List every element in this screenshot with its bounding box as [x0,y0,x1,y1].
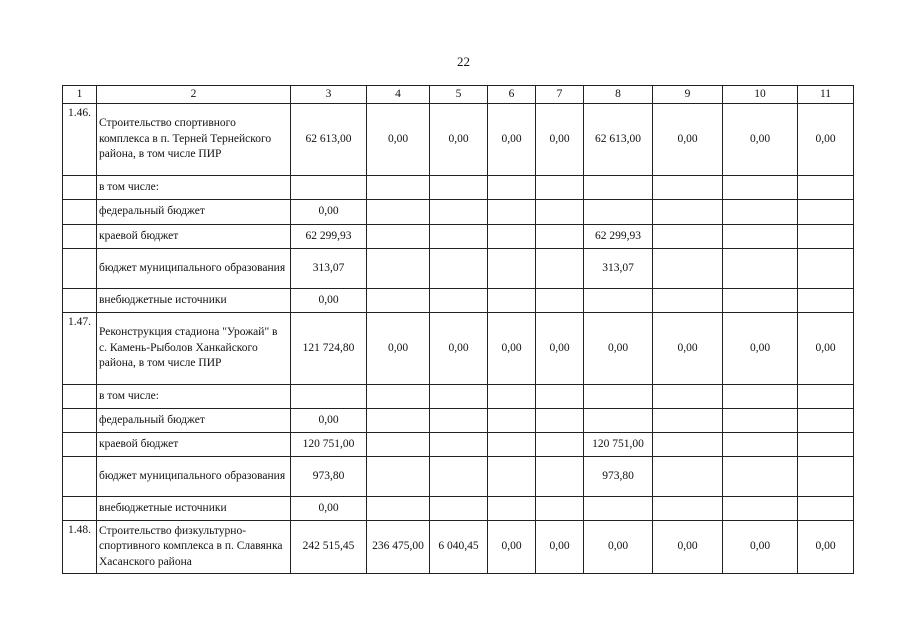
table-row [63,385,854,409]
column-header: 7 [536,86,584,104]
value-cell [367,433,430,457]
value-cell [536,409,584,433]
table-body [63,86,854,574]
value-cell [653,409,723,433]
value-cell [653,433,723,457]
value-cell: 0,00 [653,521,723,574]
table-row [63,409,854,433]
column-header: 4 [367,86,430,104]
column-header: 9 [653,86,723,104]
value-cell [653,457,723,497]
value-cell [798,249,854,289]
table-row [63,433,854,457]
value-cell [367,497,430,521]
item-description: Строительство физкультурно-спортивного комплекса в п. Славянка Хасанского района [97,521,291,574]
value-cell: 0,00 [291,409,367,433]
value-cell [536,385,584,409]
value-cell [430,457,488,497]
item-number [63,289,97,313]
value-cell [291,176,367,200]
item-number [63,249,97,289]
value-cell: 62 613,00 [584,104,653,176]
value-cell [430,409,488,433]
value-cell: 0,00 [723,104,798,176]
table-row [63,497,854,521]
value-cell [430,433,488,457]
value-cell [488,200,536,225]
value-cell: 0,00 [584,521,653,574]
value-cell [488,409,536,433]
value-cell [584,385,653,409]
column-header: 6 [488,86,536,104]
item-number: 1.46. [63,104,97,176]
table-row [63,289,854,313]
item-number [63,176,97,200]
value-cell: 0,00 [291,289,367,313]
value-cell [536,225,584,249]
item-number [63,385,97,409]
value-cell [430,176,488,200]
value-cell: 0,00 [488,104,536,176]
value-cell [798,433,854,457]
value-cell: 0,00 [536,521,584,574]
value-cell: 0,00 [653,104,723,176]
value-cell [291,385,367,409]
value-cell: 0,00 [430,104,488,176]
table-row [63,521,854,574]
item-description: внебюджетные источники [97,289,291,313]
value-cell: 120 751,00 [584,433,653,457]
value-cell [488,457,536,497]
value-cell: 0,00 [488,313,536,385]
table-row [63,200,854,225]
item-number: 1.48. [63,521,97,574]
value-cell: 236 475,00 [367,521,430,574]
item-description: федеральный бюджет [97,409,291,433]
value-cell: 62 299,93 [291,225,367,249]
value-cell: 0,00 [291,200,367,225]
column-header: 3 [291,86,367,104]
item-description: Реконструкция стадиона "Урожай" в с. Камень-Рыболов Ханкайского района, в том числе ПИР [97,313,291,385]
value-cell [430,249,488,289]
value-cell [723,409,798,433]
item-description: бюджет муниципального образования [97,457,291,497]
value-cell [723,225,798,249]
value-cell [723,249,798,289]
value-cell: 6 040,45 [430,521,488,574]
value-cell [430,289,488,313]
table-header-row [63,86,854,104]
item-number [63,200,97,225]
value-cell: 0,00 [488,521,536,574]
value-cell [430,225,488,249]
value-cell [488,289,536,313]
value-cell [367,176,430,200]
value-cell [584,409,653,433]
value-cell: 0,00 [367,313,430,385]
value-cell [653,200,723,225]
table-row [63,225,854,249]
value-cell [653,497,723,521]
column-header: 8 [584,86,653,104]
value-cell [653,176,723,200]
value-cell [798,225,854,249]
page-number: 22 [457,54,470,69]
item-description: внебюджетные источники [97,497,291,521]
value-cell [584,289,653,313]
value-cell: 973,80 [584,457,653,497]
value-cell: 0,00 [536,104,584,176]
value-cell [488,225,536,249]
value-cell [536,176,584,200]
value-cell [584,200,653,225]
item-number [63,433,97,457]
value-cell: 0,00 [798,521,854,574]
value-cell [367,225,430,249]
value-cell [723,200,798,225]
item-number: 1.47. [63,313,97,385]
value-cell: 62 613,00 [291,104,367,176]
value-cell [488,497,536,521]
value-cell [430,200,488,225]
value-cell: 62 299,93 [584,225,653,249]
value-cell [798,385,854,409]
value-cell [798,289,854,313]
value-cell [536,497,584,521]
value-cell [584,497,653,521]
value-cell [488,433,536,457]
value-cell [653,385,723,409]
value-cell [536,457,584,497]
value-cell [584,176,653,200]
value-cell: 0,00 [367,104,430,176]
value-cell [723,176,798,200]
value-cell: 0,00 [536,313,584,385]
value-cell [536,433,584,457]
value-cell [488,249,536,289]
column-header: 1 [63,86,97,104]
item-number [63,225,97,249]
value-cell [367,200,430,225]
value-cell: 0,00 [584,313,653,385]
value-cell [367,289,430,313]
value-cell [367,457,430,497]
item-description: Строительство спортивного комплекса в п. Терней Тернейского района, в том числе ПИР [97,104,291,176]
value-cell: 0,00 [723,521,798,574]
value-cell [798,200,854,225]
value-cell [653,249,723,289]
value-cell [367,409,430,433]
value-cell [723,497,798,521]
value-cell: 973,80 [291,457,367,497]
table-row [63,313,854,385]
value-cell [430,385,488,409]
value-cell [430,497,488,521]
value-cell [653,225,723,249]
value-cell [536,249,584,289]
budget-table [62,85,854,574]
value-cell [488,176,536,200]
item-description: федеральный бюджет [97,200,291,225]
value-cell: 313,07 [291,249,367,289]
column-header: 5 [430,86,488,104]
value-cell: 0,00 [798,313,854,385]
column-header: 11 [798,86,854,104]
item-number [63,409,97,433]
item-description: в том числе: [97,176,291,200]
value-cell [798,497,854,521]
item-description: в том числе: [97,385,291,409]
value-cell [536,200,584,225]
value-cell [723,457,798,497]
column-header: 2 [97,86,291,104]
value-cell [798,409,854,433]
item-description: бюджет муниципального образования [97,249,291,289]
value-cell: 121 724,80 [291,313,367,385]
table-row [63,176,854,200]
table-row [63,249,854,289]
value-cell: 0,00 [430,313,488,385]
value-cell [488,385,536,409]
value-cell [536,289,584,313]
value-cell: 0,00 [723,313,798,385]
value-cell [653,289,723,313]
value-cell [798,176,854,200]
item-description: краевой бюджет [97,225,291,249]
value-cell [723,289,798,313]
item-description: краевой бюджет [97,433,291,457]
table-row [63,457,854,497]
value-cell [798,457,854,497]
value-cell: 242 515,45 [291,521,367,574]
value-cell: 313,07 [584,249,653,289]
value-cell: 120 751,00 [291,433,367,457]
value-cell [723,385,798,409]
value-cell: 0,00 [291,497,367,521]
table-row [63,104,854,176]
item-number [63,497,97,521]
value-cell [723,433,798,457]
item-number [63,457,97,497]
value-cell [367,385,430,409]
column-header: 10 [723,86,798,104]
value-cell: 0,00 [653,313,723,385]
value-cell [367,249,430,289]
value-cell: 0,00 [798,104,854,176]
